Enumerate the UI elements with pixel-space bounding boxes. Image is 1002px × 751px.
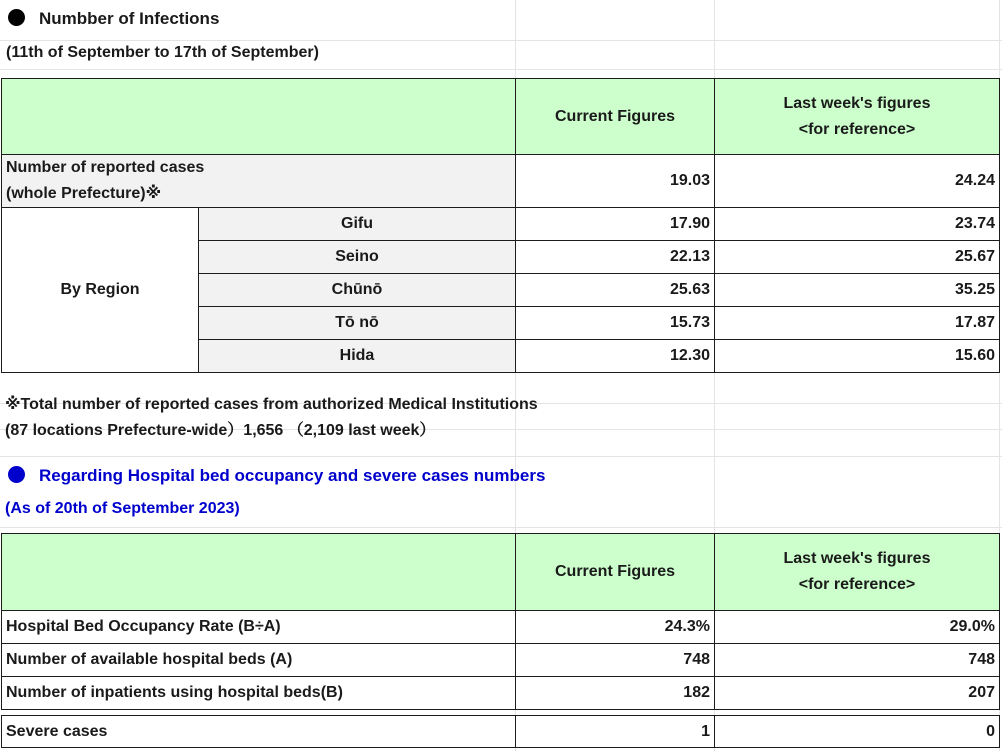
total-label xyxy=(2,155,516,208)
header-last-week xyxy=(715,534,1000,611)
infections-table xyxy=(1,78,1000,373)
header-current: Current Figures xyxy=(516,79,715,155)
region-name: Gifu xyxy=(199,208,516,241)
hospital-table xyxy=(1,533,1000,710)
total-label-line1: Number of reported cases xyxy=(6,159,205,176)
region-name: Hida xyxy=(199,340,516,373)
header-last-week-line2: <for reference> xyxy=(798,576,916,593)
severe-last-week: 0 xyxy=(715,716,1000,748)
header-last-week-line2: <for reference> xyxy=(798,120,916,138)
section2-title: Regarding Hospital bed occupancy and severe cases numbers xyxy=(39,466,546,485)
region-name: Seino xyxy=(199,241,516,274)
black-circle-icon xyxy=(8,9,25,26)
blue-circle-icon xyxy=(8,466,25,483)
region-last-week: 25.67 xyxy=(715,241,1000,274)
row-current: 182 xyxy=(516,677,715,710)
table-row xyxy=(2,677,1000,710)
section1-period: (11th of September to 17th of September) xyxy=(6,44,319,61)
table-row xyxy=(2,644,1000,677)
region-name: Chūnō xyxy=(199,274,516,307)
region-current: 12.30 xyxy=(516,340,715,373)
grid-line xyxy=(0,527,1002,528)
region-last-week: 15.60 xyxy=(715,340,1000,373)
row-last-week: 748 xyxy=(715,644,1000,677)
region-current: 25.63 xyxy=(516,274,715,307)
region-last-week: 23.74 xyxy=(715,208,1000,241)
total-last-week: 24.24 xyxy=(715,155,1000,208)
grid-line xyxy=(0,40,1002,41)
severe-label: Severe cases xyxy=(2,716,516,748)
region-group-label: By Region xyxy=(2,208,199,373)
header-current: Current Figures xyxy=(516,534,715,611)
severe-cases-table xyxy=(1,715,1000,748)
table-header-row xyxy=(2,79,1000,155)
region-last-week: 17.87 xyxy=(715,307,1000,340)
header-empty-cell xyxy=(2,79,516,155)
row-label: Number of available hospital beds (A) xyxy=(2,644,516,677)
section1-title: Numbber of Infections xyxy=(39,9,220,28)
header-empty-cell xyxy=(2,534,516,611)
footnote-line1: ※Total number of reported cases from authorized Medical Institutions xyxy=(5,396,538,413)
footnote-line2: (87 locations Prefecture-wide）1,656 （2,109 last week） xyxy=(5,422,436,439)
total-current: 19.03 xyxy=(516,155,715,208)
table-row xyxy=(2,716,1000,748)
row-current: 748 xyxy=(516,644,715,677)
row-last-week: 29.0% xyxy=(715,611,1000,644)
table-header-row xyxy=(2,534,1000,611)
region-name: Tō nō xyxy=(199,307,516,340)
total-row xyxy=(2,155,1000,208)
region-current: 22.13 xyxy=(516,241,715,274)
table-row xyxy=(2,208,1000,241)
header-last-week-line1: Last week's figures xyxy=(783,550,931,567)
footnote xyxy=(5,392,538,444)
grid-line xyxy=(0,69,1002,70)
section2-heading xyxy=(8,466,545,486)
grid-line xyxy=(0,456,1002,457)
section1-heading xyxy=(8,9,219,29)
total-label-line2: (whole Prefecture)※ xyxy=(6,185,162,202)
severe-current: 1 xyxy=(516,716,715,748)
header-last-week xyxy=(715,79,1000,155)
region-last-week: 35.25 xyxy=(715,274,1000,307)
region-current: 17.90 xyxy=(516,208,715,241)
table-row xyxy=(2,611,1000,644)
header-last-week-line1: Last week's figures xyxy=(783,94,931,112)
row-current: 24.3% xyxy=(516,611,715,644)
row-label: Hospital Bed Occupancy Rate (B÷A) xyxy=(2,611,516,644)
section2-date: (As of 20th of September 2023) xyxy=(5,500,240,517)
region-current: 15.73 xyxy=(516,307,715,340)
row-last-week: 207 xyxy=(715,677,1000,710)
row-label: Number of inpatients using hospital beds(B) xyxy=(2,677,516,710)
